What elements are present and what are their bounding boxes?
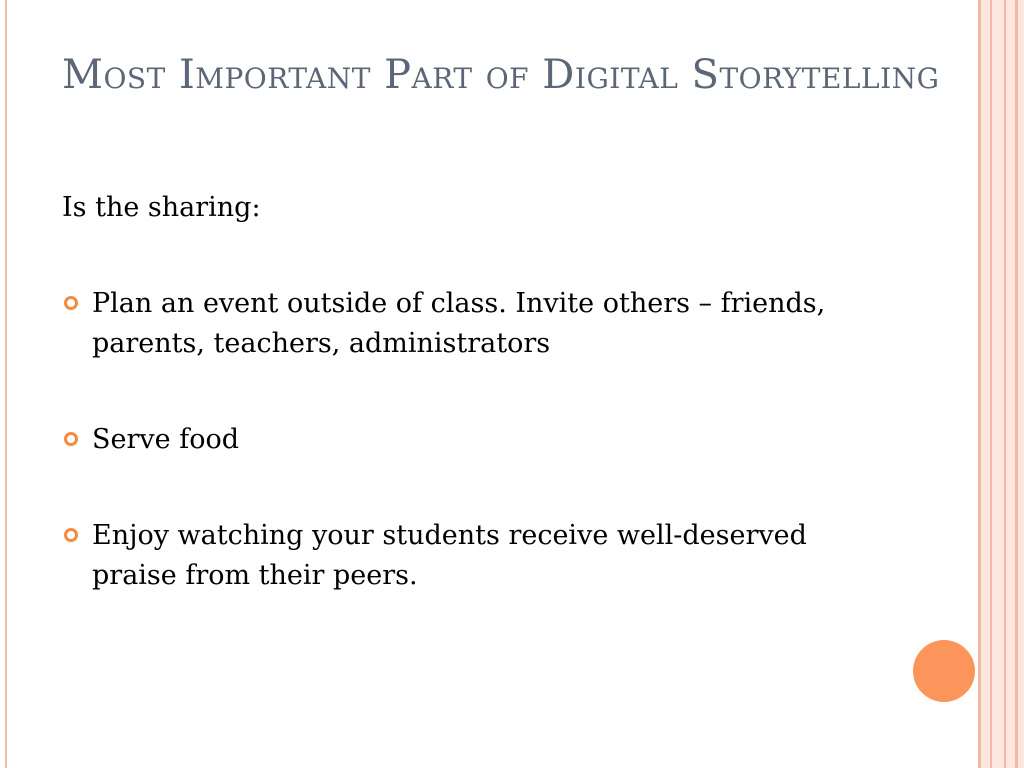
- left-border-line: [5, 0, 7, 768]
- bullet-list: [62, 284, 862, 596]
- intro-text: Is the sharing:: [62, 192, 261, 223]
- bullet-text: Plan an event outside of class. Invite others – friends, parents, teachers, administrators: [92, 288, 826, 359]
- bullet-item: [62, 284, 862, 364]
- ring-bullet-icon: [64, 528, 78, 542]
- orange-circle-decoration: [913, 640, 975, 702]
- right-stripe: [1015, 0, 1018, 768]
- ring-bullet-icon: [64, 296, 78, 310]
- right-stripe: [978, 0, 981, 768]
- right-stripe: [990, 0, 992, 768]
- bullet-item: [62, 516, 862, 596]
- slide-body: [62, 188, 862, 596]
- slide-title: Most Important Part of Digital Storytelling: [62, 52, 940, 98]
- right-stripe: [1004, 0, 1006, 768]
- ring-bullet-icon: [64, 432, 78, 446]
- bullet-text: Serve food: [92, 424, 239, 455]
- bullet-text: Enjoy watching your students receive well-deserved praise from their peers.: [92, 520, 807, 591]
- bullet-item: [62, 420, 862, 460]
